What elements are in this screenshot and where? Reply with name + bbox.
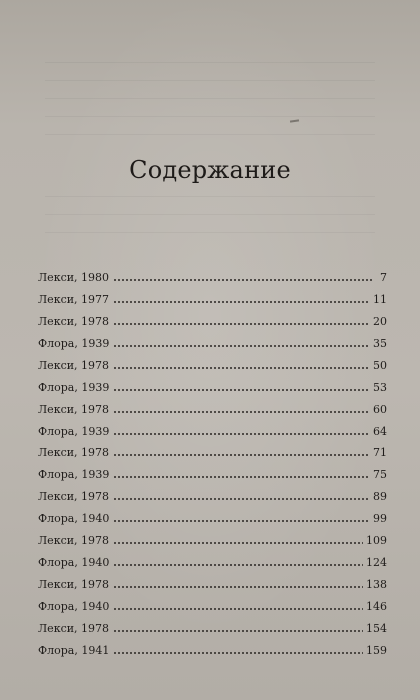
dot-leader <box>113 490 370 501</box>
toc-entry-page: 109 <box>366 534 387 548</box>
dot-leader <box>113 425 370 436</box>
toc-entry[interactable] <box>38 417 387 439</box>
toc-entry-page: 124 <box>366 556 387 570</box>
show-through-line <box>45 116 375 117</box>
dot-leader <box>113 381 370 392</box>
dot-leader <box>113 534 363 545</box>
toc-entry[interactable] <box>38 285 387 307</box>
toc-entry-page: 53 <box>373 380 387 394</box>
dot-leader <box>113 337 370 348</box>
dot-leader <box>113 644 363 655</box>
toc-entry-title: Флора, 1939 <box>38 424 110 438</box>
toc-entry-page: 71 <box>373 446 387 460</box>
toc-entry-title: Лекси, 1978 <box>38 578 110 592</box>
dot-leader <box>113 315 370 326</box>
table-of-contents <box>38 263 387 658</box>
toc-entry-page: 11 <box>373 292 387 306</box>
toc-entry-page: 50 <box>373 358 387 372</box>
toc-entry-title: Флора, 1940 <box>38 556 110 570</box>
toc-entry[interactable] <box>38 526 387 548</box>
toc-entry[interactable] <box>38 548 387 570</box>
toc-entry-page: 7 <box>380 270 387 284</box>
toc-entry-page: 64 <box>373 424 387 438</box>
toc-entry-title: Лекси, 1977 <box>38 292 110 306</box>
dot-leader <box>113 446 370 457</box>
print-mark <box>290 119 299 122</box>
dot-leader <box>113 271 374 282</box>
toc-entry-page: 159 <box>366 643 387 657</box>
toc-entry[interactable] <box>38 614 387 636</box>
toc-entry-title: Флора, 1940 <box>38 600 110 613</box>
show-through-line <box>45 98 375 99</box>
toc-entry[interactable] <box>38 460 387 482</box>
toc-entry-page: 146 <box>366 600 387 613</box>
toc-entry-page: 60 <box>373 402 387 416</box>
toc-entry-page: 20 <box>373 314 387 328</box>
dot-leader <box>113 468 370 479</box>
toc-entry-title: Лекси, 1978 <box>38 534 110 548</box>
toc-entry[interactable] <box>38 636 387 658</box>
dot-leader <box>113 359 370 370</box>
toc-entry-page: 35 <box>373 336 387 350</box>
toc-entry-page: 75 <box>373 468 387 482</box>
toc-entry-page: 99 <box>373 512 387 526</box>
toc-entry-title: Флора, 1941 <box>38 643 110 657</box>
toc-entry[interactable] <box>38 395 387 417</box>
toc-entry[interactable] <box>38 351 387 373</box>
toc-entry-title: Лекси, 1978 <box>38 402 110 416</box>
toc-entry[interactable] <box>38 592 387 614</box>
toc-entry-title: Лекси, 1978 <box>38 314 110 328</box>
show-through-line <box>45 214 375 215</box>
toc-entry[interactable] <box>38 307 387 329</box>
toc-entry-page: 89 <box>373 490 387 504</box>
toc-entry[interactable] <box>38 263 387 285</box>
toc-entry-title: Флора, 1939 <box>38 468 110 482</box>
toc-entry-title: Лекси, 1978 <box>38 446 110 460</box>
toc-entry-title: Лекси, 1978 <box>38 358 110 372</box>
toc-entry-title: Флора, 1939 <box>38 336 110 350</box>
toc-entry-title: Лекси, 1978 <box>38 621 110 635</box>
toc-entry[interactable] <box>38 570 387 592</box>
dot-leader <box>113 622 363 633</box>
toc-entry[interactable] <box>38 439 387 461</box>
toc-entry-page: 154 <box>366 621 387 635</box>
dot-leader <box>113 600 363 611</box>
toc-entry-title: Флора, 1939 <box>38 380 110 394</box>
toc-entry[interactable] <box>38 504 387 526</box>
toc-entry-title: Лекси, 1980 <box>38 270 110 284</box>
dot-leader <box>113 556 363 567</box>
show-through-line <box>45 196 375 197</box>
dot-leader <box>113 403 370 414</box>
dot-leader <box>113 293 370 304</box>
show-through-line <box>45 134 375 135</box>
toc-entry-title: Флора, 1940 <box>38 512 110 526</box>
dot-leader <box>113 512 370 523</box>
toc-entry[interactable] <box>38 329 387 351</box>
show-through-line <box>45 232 375 233</box>
show-through-line <box>45 62 375 63</box>
toc-entry[interactable] <box>38 482 387 504</box>
dot-leader <box>113 578 363 589</box>
toc-entry-title: Лекси, 1978 <box>38 490 110 504</box>
show-through-line <box>45 80 375 81</box>
toc-entry[interactable] <box>38 373 387 395</box>
page-title: Содержание <box>129 156 291 184</box>
toc-entry-page: 138 <box>366 578 387 592</box>
